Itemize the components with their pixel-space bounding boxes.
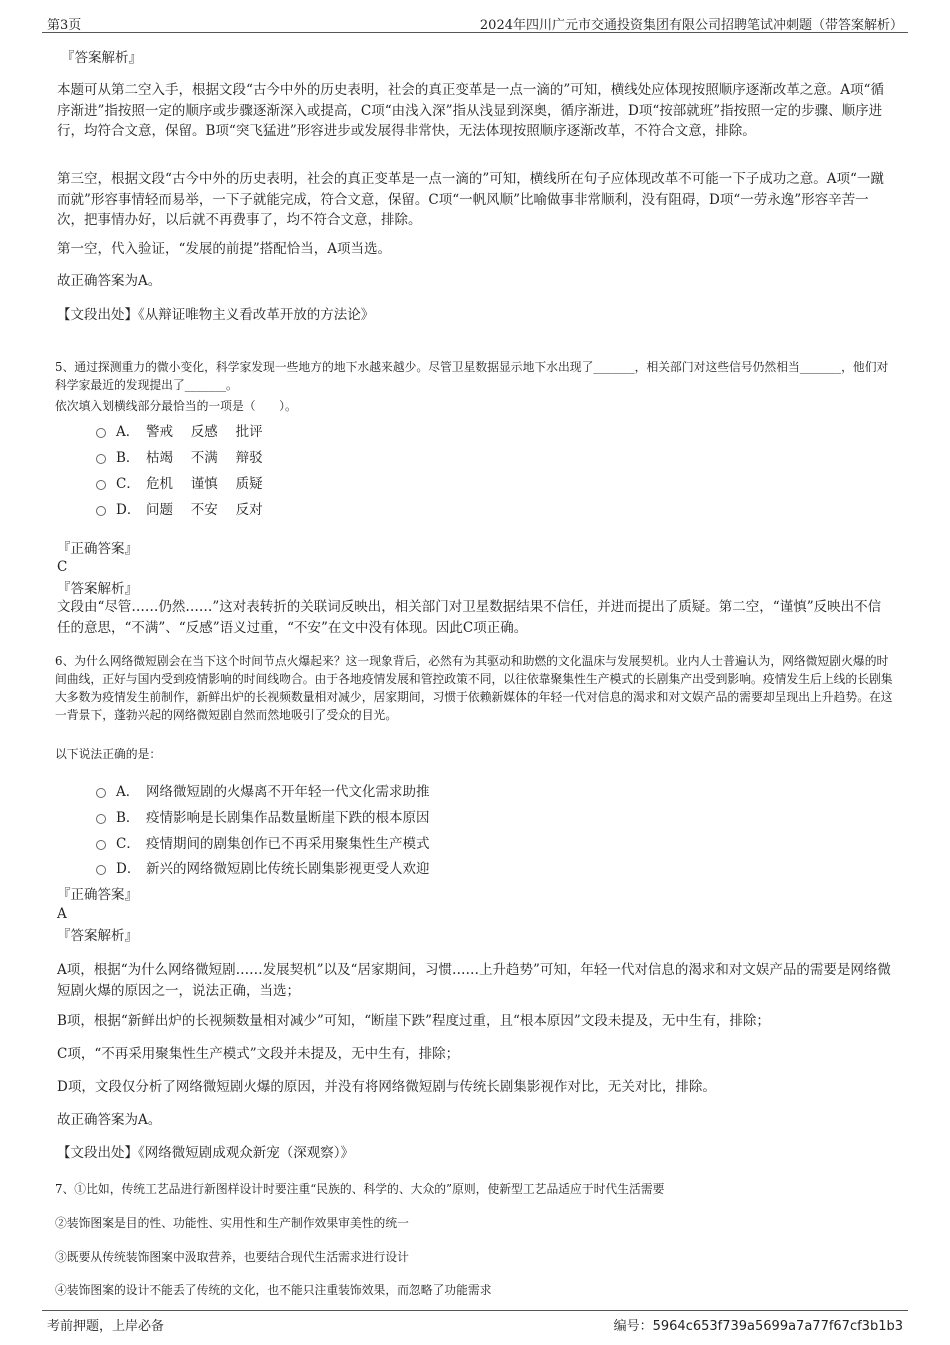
radio-button[interactable] <box>96 454 106 464</box>
q6-instruction: 以下说法正确的是： <box>55 747 162 761</box>
page-footer <box>42 1310 908 1333</box>
q4-analysis-paragraph-1: 本题可从第二空入手，根据文段“古今中外的历史表明，社会的真正变革是一点一滴的”可知，横线处应体现按照顺序逐渐改革之意。A项“循序渐进”指按照一定的顺序或步骤逐渐深入或提高，C项“由浅入深”指从浅显到深奥，循序渐进，D项“按部就班”指按照一定的步骤、顺序进行，均符合文意，保留。B项“突飞猛进”形容进步或发展得非常快，无法体现按照顺序逐渐改革，不符合文意，排除。 <box>57 82 884 139</box>
q6-answer: A <box>57 906 67 922</box>
radio-button[interactable] <box>96 814 106 824</box>
q5-analysis-label: 『答案解析』 <box>57 581 138 597</box>
q6-analysis-label: 『答案解析』 <box>57 928 138 944</box>
q5-instruction: 依次填入划横线部分最恰当的一项是（ ）。 <box>55 399 297 413</box>
q4-source: 【文段出处】《从辩证唯物主义看改革开放的方法论》 <box>57 307 375 323</box>
code-label: 编号： <box>613 1319 653 1334</box>
q7-sentence-3: ③既要从传统装饰图案中汲取营养，也要结合现代生活需求进行设计 <box>55 1250 409 1264</box>
q6-answer-label: 『正确答案』 <box>57 887 138 903</box>
q6-stem: 6、为什么网络微短剧会在当下这个时间节点火爆起来？这一现象背后，必然有为其驱动和助燃的文化温床与发展契机。业内人士普遍认为，网络微短剧火爆的时间曲线，正好与国内受到疫情影响的时间线吻合。由于各地疫情发展和管控政策不同，以往依靠聚集性生产模式的长剧集产出受到影响。疫情发生后上线的长剧集大多数为疫情发生前制作，新鲜出炉的长视频数量相对减少，居家期间，习惯于依赖新媒体的年轻一代对信息的渴求和对文娱产品的需要却呈现出上升趋势。在这一背景下，蓬勃兴起的网络微短剧自然而然地吸引了受众的目光。 <box>55 654 893 722</box>
radio-button[interactable] <box>96 480 106 490</box>
q4-analysis-paragraph-2: 第三空，根据文段“古今中外的历史表明，社会的真正变革是一点一滴的”可知，横线所在句子应体现改革不可能一下子成功之意。A项“一蹴而就”形容事情轻而易举，一下子就能完成，符合文意，保留。C项“一帆风顺”比喻做事非常顺利，没有阻碍，D项“一劳永逸”形容辛苦一次，把事情办好，以后就不再费事了，均不符合文意，排除。 <box>57 171 884 228</box>
radio-button[interactable] <box>96 506 106 516</box>
document-code <box>614 1315 903 1334</box>
code-value: 5964c653f739a5699a7a77f67cf3b1b3 <box>652 1319 903 1334</box>
q5-stem: 5、通过探测重力的微小变化，科学家发现一些地方的地下水越来越少。尽管卫星数据显示地下水出现了_______，相关部门对这些信号仍然相当_______，他们对科学家最近的发现提出了_______。 <box>55 360 889 392</box>
q7-stem: 7、①比如，传统工艺品进行新图样设计时要注重“民族的、科学的、大众的”原则，使新型工艺品适应于时代生活需要 <box>55 1182 665 1196</box>
radio-button[interactable] <box>96 788 106 798</box>
document-title: 2024年四川广元市交通投资集团有限公司招聘笔试冲刺题（带答案解析） <box>479 18 903 33</box>
q6-analysis-a: A项，根据“为什么网络微短剧……发展契机”以及“居家期间，习惯……上升趋势”可知，年轻一代对信息的渴求和对文娱产品的需要是网络微短剧火爆的原因之一，说法正确，当选； <box>57 962 891 999</box>
q4-analysis-label: 『答案解析』 <box>61 50 142 66</box>
radio-button[interactable] <box>96 840 106 850</box>
page-number: 第3页 <box>47 18 82 33</box>
q5-analysis: 文段由“尽管……仍然……”这对表转折的关联词反映出，相关部门对卫星数据结果不信任，并进而提出了质疑。第二空，“谨慎”反映出不信任的意思，“不满”、“反感”语义过重，“不安”在文中没有体现。因此C项正确。 <box>57 599 882 636</box>
q5-answer-label: 『正确答案』 <box>57 541 138 557</box>
q6-source: 【文段出处】《网络微短剧成观众新宠（深观察）》 <box>57 1145 354 1161</box>
footer-slogan: 考前押题，上岸必备 <box>47 1319 165 1334</box>
q6-analysis-c: C项，“不再采用聚集性生产模式”文段并未提及，无中生有，排除； <box>57 1046 460 1062</box>
radio-button[interactable] <box>96 865 106 875</box>
q7-sentence-2: ②装饰图案是目的性、功能性、实用性和生产制作效果审美性的统一 <box>55 1216 409 1230</box>
radio-button[interactable] <box>96 428 106 438</box>
page-header <box>42 12 908 33</box>
q4-analysis-paragraph-3: 第一空，代入验证，“发展的前提”搭配恰当，A项当选。 <box>57 241 392 257</box>
q6-analysis-d: D项，文段仅分析了网络微短剧火爆的原因，并没有将网络微短剧与传统长剧集影视作对比，无关对比，排除。 <box>57 1079 716 1095</box>
q4-conclusion: 故正确答案为A。 <box>57 273 162 289</box>
q5-answer: C <box>57 559 68 575</box>
q7-sentence-4: ④装饰图案的设计不能丢了传统的文化，也不能只注重装饰效果，而忽略了功能需求 <box>55 1283 492 1297</box>
q6-analysis-b: B项，根据“新鲜出炉的长视频数量相对减少”可知，“断崖下跌”程度过重，且“根本原因”文段未提及，无中生有，排除； <box>57 1013 770 1029</box>
q6-conclusion: 故正确答案为A。 <box>57 1112 162 1128</box>
